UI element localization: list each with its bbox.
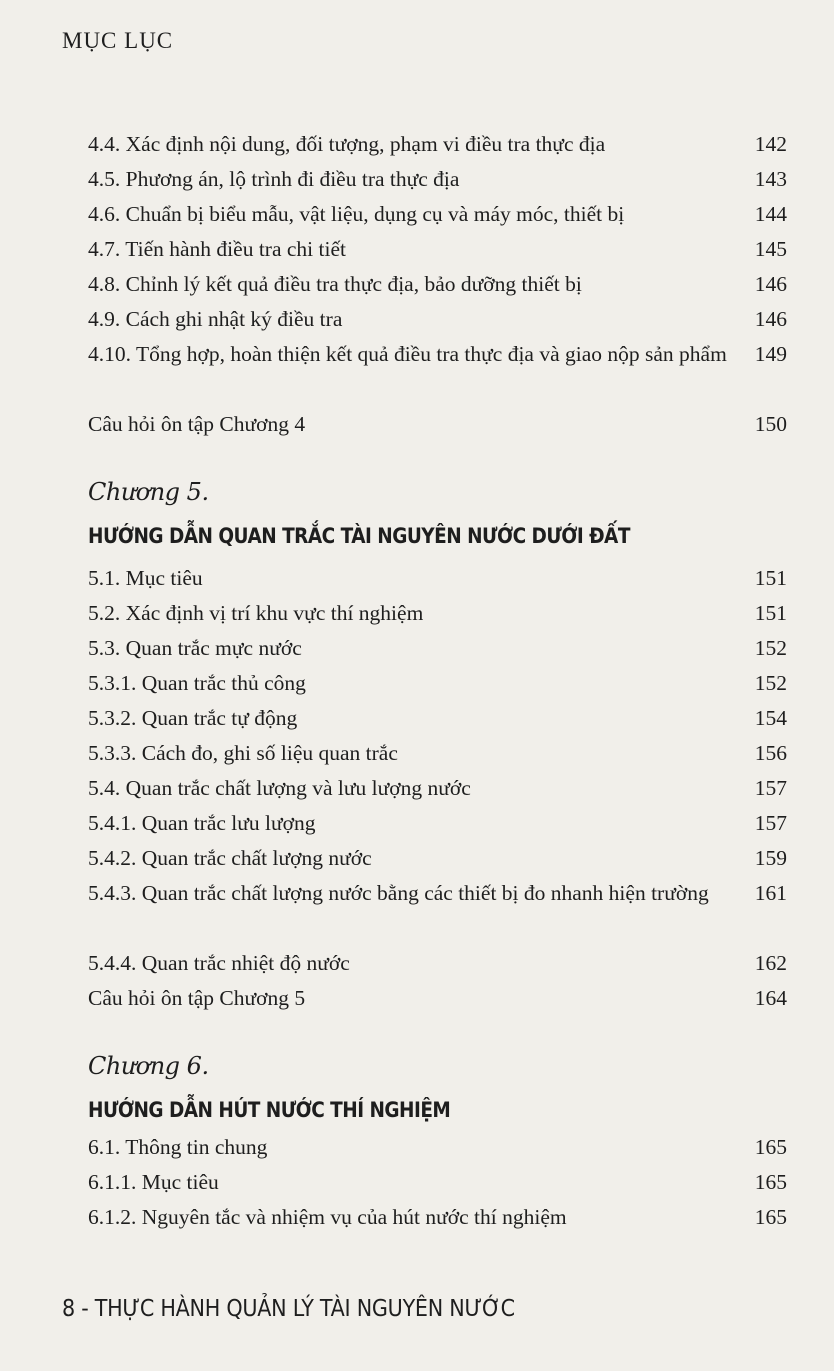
toc-entry-page: 161 bbox=[754, 881, 787, 905]
toc-entry-title: 5.2. Xác định vị trí khu vực thí nghiệm bbox=[88, 601, 424, 625]
toc-entry-page: 156 bbox=[754, 741, 787, 765]
toc-entry-title: 4.7. Tiến hành điều tra chi tiết bbox=[88, 237, 346, 261]
toc-entry-page: 164 bbox=[754, 986, 787, 1010]
toc-entry-title: 5.1. Mục tiêu bbox=[88, 566, 203, 590]
toc-entry-page: 143 bbox=[754, 167, 787, 191]
toc-entry-title: 4.8. Chỉnh lý kết quả điều tra thực địa, bảo dưỡng thiết bị bbox=[88, 272, 582, 296]
chapter-5-label: Chương 5. bbox=[88, 478, 209, 506]
toc-entry-title: 6.1.2. Nguyên tắc và nhiệm vụ của hút nước thí nghiệm bbox=[88, 1205, 567, 1229]
toc-entry-page: 157 bbox=[754, 811, 787, 835]
chapter-6-label: Chương 6. bbox=[88, 1052, 209, 1080]
toc-entry-page: 150 bbox=[754, 412, 787, 436]
toc-entry[interactable] bbox=[88, 666, 787, 701]
toc-entry-page: 149 bbox=[754, 342, 787, 366]
toc-entry-title: 5.3.2. Quan trắc tự động bbox=[88, 706, 298, 730]
toc-entry[interactable] bbox=[88, 596, 787, 631]
toc-entry-page: 165 bbox=[754, 1205, 787, 1229]
toc-entry-title: 5.4.3. Quan trắc chất lượng nước bằng các thiết bị đo nhanh hiện trường bbox=[88, 881, 709, 905]
toc-entry-title: 4.10. Tổng hợp, hoàn thiện kết quả điều tra thực địa và giao nộp sản phẩm bbox=[88, 342, 727, 366]
chapter-5-title[interactable]: HƯỚNG DẪN QUAN TRẮC TÀI NGUYÊN NƯỚC DƯỚI ĐẤT bbox=[88, 524, 630, 548]
toc-entry-title: 4.9. Cách ghi nhật ký điều tra bbox=[88, 307, 343, 331]
toc-entry[interactable] bbox=[88, 127, 787, 162]
toc-entry-page: 159 bbox=[754, 846, 787, 870]
toc-entry-page: 144 bbox=[754, 202, 787, 226]
toc-entry-page: 142 bbox=[754, 132, 787, 156]
toc-entry-title: 5.3. Quan trắc mực nước bbox=[88, 636, 302, 660]
toc-entry[interactable] bbox=[88, 981, 787, 1016]
toc-entry-title: Câu hỏi ôn tập Chương 5 bbox=[88, 986, 306, 1010]
toc-entry[interactable] bbox=[88, 876, 787, 946]
toc-entry[interactable] bbox=[88, 1200, 787, 1235]
toc-chapter-5 bbox=[88, 561, 787, 1016]
toc-entry-title: 5.3.3. Cách đo, ghi số liệu quan trắc bbox=[88, 741, 398, 765]
toc-entry-title: 5.4.1. Quan trắc lưu lượng bbox=[88, 811, 316, 835]
toc-entry[interactable] bbox=[88, 1130, 787, 1165]
toc-entry[interactable] bbox=[88, 267, 787, 302]
toc-entry[interactable] bbox=[88, 337, 787, 407]
toc-entry-page: 152 bbox=[754, 636, 787, 660]
toc-entry[interactable] bbox=[88, 771, 787, 806]
toc-entry[interactable] bbox=[88, 162, 787, 197]
toc-entry-page: 145 bbox=[754, 237, 787, 261]
toc-chapter-6 bbox=[88, 1130, 787, 1235]
toc-entry-title: 6.1.1. Mục tiêu bbox=[88, 1170, 219, 1194]
toc-entry-page: 146 bbox=[754, 272, 787, 296]
toc-entry-title: 5.3.1. Quan trắc thủ công bbox=[88, 671, 306, 695]
toc-entry-page: 152 bbox=[754, 671, 787, 695]
toc-entry-page: 151 bbox=[754, 566, 787, 590]
toc-entry[interactable] bbox=[88, 1165, 787, 1200]
toc-entry-title: 4.5. Phương án, lộ trình đi điều tra thực địa bbox=[88, 167, 460, 191]
toc-section-4 bbox=[88, 127, 787, 442]
toc-entry[interactable] bbox=[88, 806, 787, 841]
toc-entry[interactable] bbox=[88, 197, 787, 232]
toc-entry-title: 5.4. Quan trắc chất lượng và lưu lượng nước bbox=[88, 776, 471, 800]
toc-entry[interactable] bbox=[88, 701, 787, 736]
toc-entry-title: Câu hỏi ôn tập Chương 4 bbox=[88, 412, 306, 436]
toc-entry-page: 146 bbox=[754, 307, 787, 331]
toc-entry-title: 4.4. Xác định nội dung, đối tượng, phạm vi điều tra thực địa bbox=[88, 132, 606, 156]
toc-entry[interactable] bbox=[88, 232, 787, 267]
chapter-6-title[interactable]: HƯỚNG DẪN HÚT NƯỚC THÍ NGHIỆM bbox=[88, 1098, 451, 1122]
toc-entry[interactable] bbox=[88, 631, 787, 666]
toc-entry-title: 5.4.2. Quan trắc chất lượng nước bbox=[88, 846, 372, 870]
toc-entry-title: 5.4.4. Quan trắc nhiệt độ nước bbox=[88, 951, 350, 975]
running-header: MỤC LỤC bbox=[62, 28, 174, 53]
toc-entry-page: 165 bbox=[754, 1170, 787, 1194]
toc-entry-page: 151 bbox=[754, 601, 787, 625]
toc-entry[interactable] bbox=[88, 561, 787, 596]
toc-entry[interactable] bbox=[88, 407, 787, 442]
toc-entry[interactable] bbox=[88, 946, 787, 981]
toc-entry-page: 154 bbox=[754, 706, 787, 730]
toc-entry-title: 6.1. Thông tin chung bbox=[88, 1135, 268, 1159]
toc-entry[interactable] bbox=[88, 841, 787, 876]
toc-entry-page: 157 bbox=[754, 776, 787, 800]
running-footer: 8 - THỰC HÀNH QUẢN LÝ TÀI NGUYÊN NƯỚC bbox=[62, 1296, 515, 1322]
toc-entry[interactable] bbox=[88, 302, 787, 337]
toc-entry-page: 162 bbox=[754, 951, 787, 975]
toc-entry-page: 165 bbox=[754, 1135, 787, 1159]
toc-entry-title: 4.6. Chuẩn bị biểu mẫu, vật liệu, dụng cụ và máy móc, thiết bị bbox=[88, 202, 625, 226]
toc-entry[interactable] bbox=[88, 736, 787, 771]
